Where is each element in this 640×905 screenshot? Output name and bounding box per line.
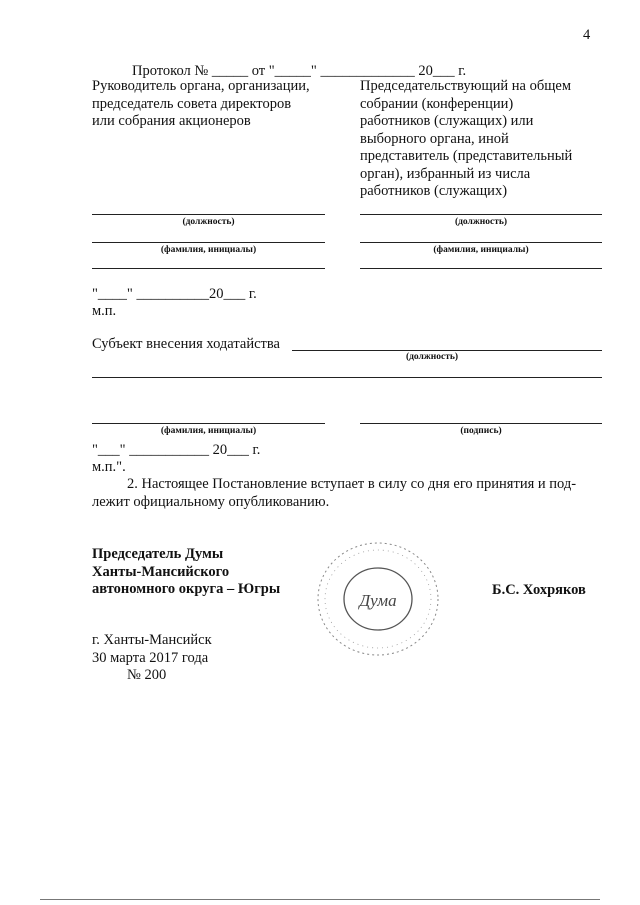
subject-name-line bbox=[92, 423, 325, 424]
signatory-name: Б.С. Хохряков bbox=[492, 582, 586, 598]
subject-label: Субъект внесения ходатайства bbox=[92, 336, 280, 352]
mp-1: м.п. bbox=[92, 303, 117, 319]
page-bottom-rule bbox=[40, 899, 600, 900]
left-position-line bbox=[92, 214, 325, 215]
subject-position-caption: (должность) bbox=[405, 352, 459, 362]
right-position-caption: (должность) bbox=[454, 217, 508, 227]
subject-position-line bbox=[292, 350, 602, 351]
date-line-1: "____" __________20___ г. bbox=[92, 286, 257, 302]
right-signature-line bbox=[360, 268, 602, 269]
subject-signature-line bbox=[360, 423, 602, 424]
page-number: 4 bbox=[583, 27, 591, 43]
right-name-line bbox=[360, 242, 602, 243]
mp-2: м.п.". bbox=[92, 459, 126, 475]
paragraph-line-1: 2. Настоящее Постановление вступает в силу со дня его принятия и под- bbox=[127, 476, 577, 492]
seal-stamp bbox=[310, 535, 445, 660]
left-name-line bbox=[92, 242, 325, 243]
protocol-line: Протокол № _____ от "_____" _____________ 20___ г. bbox=[132, 63, 467, 79]
left-position-caption: (должность) bbox=[182, 217, 235, 227]
paragraph-line-2: лежит официальному опубликованию. bbox=[92, 494, 330, 510]
left-heading: Руководитель органа, организации, председатель совета директоров или собрания акционеров bbox=[92, 78, 310, 129]
right-heading: Председательствующий на общем собрании (конференции) работников (служащих) или выборного органа, иной представитель (представительный орган), избранный из числа работников (служащих) bbox=[360, 78, 573, 199]
footer-number: № 200 bbox=[127, 667, 167, 683]
date-line-2: "___" ___________ 20___ г. bbox=[92, 442, 261, 458]
footer-city: г. Ханты-Мансийск bbox=[92, 632, 212, 648]
right-position-line bbox=[360, 214, 602, 215]
left-name-caption: (фамилия, инициалы) bbox=[160, 245, 257, 255]
footer-date: 30 марта 2017 года bbox=[92, 650, 209, 666]
subject-signature-caption: (подпись) bbox=[460, 426, 502, 436]
subject-name-caption: (фамилия, инициалы) bbox=[160, 426, 257, 436]
subject-extra-line bbox=[92, 377, 602, 378]
signatory-title: Председатель Думы Ханты-Мансийского автономного округа – Югры bbox=[92, 546, 281, 597]
right-name-caption: (фамилия, инициалы) bbox=[433, 245, 529, 255]
left-signature-line bbox=[92, 268, 325, 269]
seal-text: Дума bbox=[359, 591, 397, 610]
